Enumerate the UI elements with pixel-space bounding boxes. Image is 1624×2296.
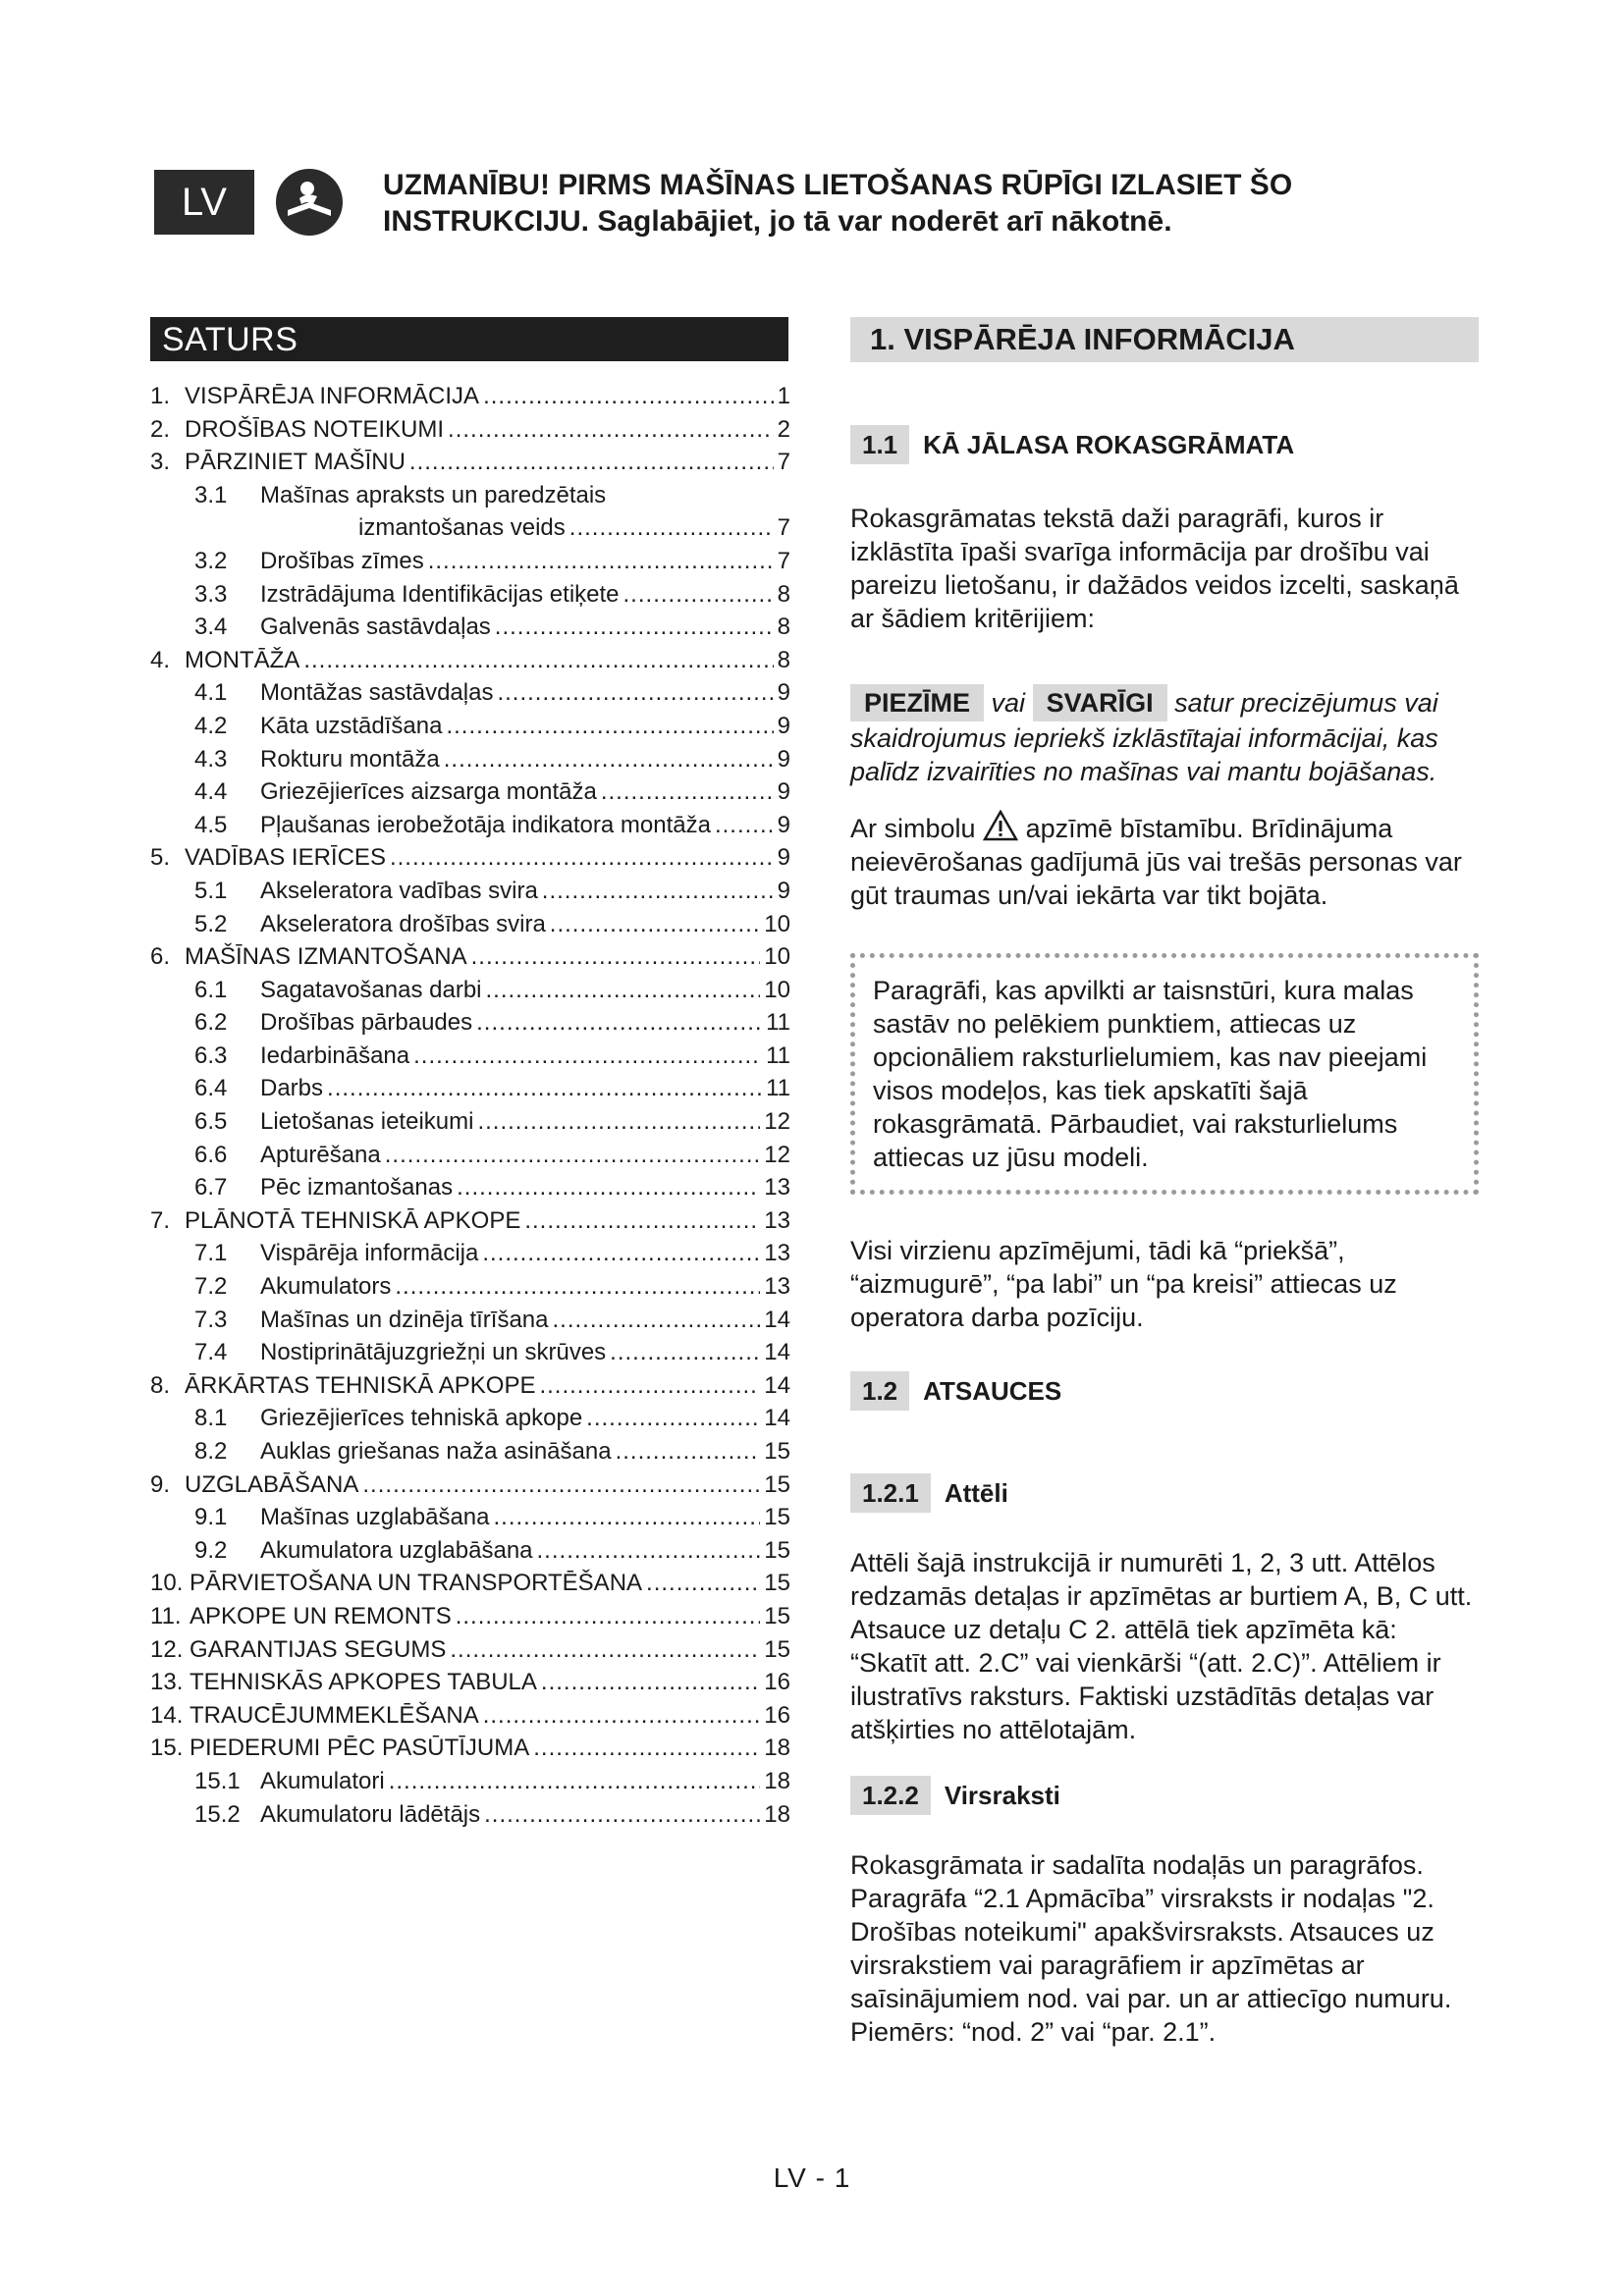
toc-leader: [486, 977, 761, 1004]
toc-page: 9: [777, 679, 790, 707]
toc-leader: [409, 449, 774, 476]
toc-entry: [150, 1108, 790, 1142]
safety-warning: [383, 167, 1365, 240]
toc-text: Auklas griešanas naža asināšana: [260, 1438, 612, 1465]
toc-text: Sagatavošanas darbi: [260, 976, 482, 1003]
toc-number: 10.: [150, 1570, 184, 1597]
toc-entry: [150, 713, 790, 746]
toc-text: Nostiprinātājuzgriežņi un skrūves: [260, 1339, 607, 1366]
toc-entry: [150, 647, 790, 680]
toc-page: 1: [777, 383, 790, 409]
toc-page: 8: [777, 614, 790, 641]
toc-leader: [537, 1537, 761, 1565]
toc-number: 5.2: [194, 910, 228, 937]
toc-text: Lietošanas ieteikumi: [260, 1108, 474, 1136]
toc-page: 10: [764, 943, 790, 971]
toc-leader: [385, 1142, 761, 1169]
toc-entry: [150, 679, 790, 713]
toc-entry: [150, 812, 790, 845]
subsection-1-1-heading: [850, 425, 1479, 464]
toc-page: 15: [764, 1536, 790, 1564]
subsection-label: KĀ JĀLASA ROKASGRĀMATA: [923, 429, 1295, 459]
toc-number: 4.1: [194, 679, 228, 707]
table-of-contents: [150, 383, 790, 1834]
toc-page: 10: [764, 976, 790, 1003]
toc-number: 5.: [150, 844, 171, 872]
toc-title: SATURS: [150, 317, 788, 361]
toc-text: Mašīnas uzglabāšana: [260, 1504, 490, 1531]
toc-number: 1.: [150, 383, 171, 409]
toc-number: 5.1: [194, 877, 228, 904]
toc-leader: [610, 1339, 760, 1366]
toc-text: VISPĀRĒJA INFORMĀCIJA: [185, 383, 480, 409]
toc-leader: [303, 647, 773, 674]
optional-features-box: [850, 953, 1479, 1195]
toc-page: 12: [764, 1108, 790, 1136]
toc-page: 11: [766, 1075, 790, 1102]
paragraph-how-to-read: Rokasgrāmatas tekstā daži paragrāfi, kuros ir izklāstīta īpaši svarīga informācija par drošību vai pareizu lietošanu, ir dažādos veidos izcelti, saskaņā ar šādiem kritērijiem:: [850, 504, 1459, 633]
toc-leader: [533, 1735, 760, 1762]
toc-text: TRAUCĒJUMMEKLĒŠANA: [189, 1701, 479, 1729]
toc-number: 3.: [150, 449, 171, 476]
toc-leader: [395, 1273, 760, 1301]
toc-text: ĀRKĀRTAS TEHNISKĀ APKOPE: [185, 1371, 536, 1399]
toc-leader: [524, 1207, 760, 1235]
toc-leader: [646, 1570, 760, 1597]
toc-number: 15.1: [194, 1767, 241, 1794]
warning-triangle-icon: [983, 810, 1018, 841]
toc-leader: [493, 1504, 760, 1531]
toc-text: MONTĀŽA: [185, 646, 300, 673]
toc-leader: [586, 1405, 760, 1432]
toc-page: 8: [777, 580, 790, 608]
toc-text: Akumulatori: [260, 1767, 385, 1794]
toc-leader: [539, 1372, 760, 1400]
toc-page: 13: [764, 1273, 790, 1301]
toc-text: Rokturu montāža: [260, 745, 440, 773]
directions-paragraph: Visi virzienu apzīmējumi, tādi kā “priekšā”, “aizmugurē”, “pa labi” un “pa kreisi” attiecas uz operatora darba pozīciju.: [850, 1236, 1397, 1332]
toc-leader: [456, 1603, 761, 1630]
toc-number: 6.3: [194, 1041, 228, 1069]
toc-leader: [542, 878, 774, 905]
toc-number: 9.2: [194, 1536, 228, 1564]
toc-text: APKOPE UN REMONTS: [189, 1602, 452, 1629]
toc-entry: [150, 1042, 790, 1076]
toc-page: 11: [766, 1009, 790, 1037]
toc-page: 14: [764, 1306, 790, 1333]
toc-page: 18: [764, 1767, 790, 1794]
toc-page: 7: [777, 547, 790, 574]
toc-entry: [150, 943, 790, 977]
toc-leader: [413, 1042, 762, 1070]
toc-leader: [389, 1768, 761, 1795]
toc-page: 9: [777, 778, 790, 806]
subsection-1-2-1-heading: [850, 1473, 1479, 1513]
toc-entry: [150, 449, 790, 482]
toc-leader: [446, 713, 773, 740]
toc-entry: [150, 1009, 790, 1042]
toc-entry: [150, 416, 790, 450]
optional-features-text: Paragrāfi, kas apvilkti ar taisnstūri, kura malas sastāv no pelēkiem punktiem, attiecas uz opcionāliem raksturlielumiem, kas nav pieejami visos modeļos, kas tiek apskatīti šajā rokasgrāmatā. Pārbaudiet, vai raksturlielums attiecas uz jūsu modeli.: [873, 976, 1428, 1172]
toc-leader: [476, 1009, 762, 1037]
toc-entry: [150, 1735, 790, 1768]
headings-paragraph: Rokasgrāmata ir sadalīta nodaļās un paragrāfos. Paragrāfa “2.1 Apmācība” virsraksts ir nodaļas "2. Drošības noteikumi" apakšvirsraksts. Atsauces uz virsrakstiem vai paragrāfiem ir apzīmētas ar saīsinājumiem nod. vai par. un ar attiecīgo numuru. Piemērs: “nod. 2” vai “par. 2.1”.: [850, 1850, 1452, 2047]
warning-line-2: INSTRUKCIJU. Saglabājiet, jo tā var noderēt arī nākotnē.: [383, 205, 1172, 238]
toc-page: 18: [764, 1735, 790, 1762]
toc-number: 6.7: [194, 1174, 228, 1201]
toc-entry: [150, 383, 790, 416]
section-title: 1. VISPĀRĒJA INFORMĀCIJA: [850, 317, 1479, 362]
toc-entry: [150, 1405, 790, 1438]
toc-number: 9.: [150, 1470, 171, 1498]
subsection-number: 1.1: [850, 425, 909, 464]
toc-number: 8.2: [194, 1438, 228, 1465]
toc-page: 14: [764, 1339, 790, 1366]
toc-entry: [150, 1307, 790, 1340]
toc-entry: [150, 1603, 790, 1636]
page-number: LV - 1: [773, 2163, 851, 2193]
or-word: vai: [991, 688, 1026, 718]
toc-leader: [541, 1669, 760, 1696]
toc-text: Akseleratora drošības svira: [260, 910, 546, 937]
note-text-1: satur: [1174, 688, 1234, 718]
toc-leader: [327, 1075, 762, 1102]
toc-number: 15.: [150, 1735, 184, 1762]
toc-text: UZGLABĀŠANA: [185, 1470, 359, 1498]
toc-entry: [150, 746, 790, 779]
toc-page: 9: [777, 811, 790, 838]
toc-entry: [150, 614, 790, 647]
toc-entry: [150, 1537, 790, 1571]
toc-page: 15: [764, 1602, 790, 1629]
danger-symbol-paragraph: [850, 810, 1479, 912]
toc-number: 6.1: [194, 976, 228, 1003]
toc-text: Galvenās sastāvdaļas: [260, 614, 491, 641]
note-paragraph: [850, 684, 1479, 788]
toc-leader: [483, 383, 774, 410]
toc-page: 9: [777, 712, 790, 739]
toc-text: Akumulators: [260, 1273, 392, 1301]
toc-number: 4.4: [194, 778, 228, 806]
toc-page: 16: [764, 1669, 790, 1696]
toc-entry: [150, 1504, 790, 1537]
subsection-number: 1.2: [850, 1371, 909, 1411]
toc-leader: [390, 844, 774, 872]
toc-text: Darbs: [260, 1075, 324, 1102]
toc-number: 7.1: [194, 1240, 228, 1267]
toc-number: 7.: [150, 1206, 171, 1234]
toc-page: 8: [777, 646, 790, 673]
toc-number: 3.3: [194, 580, 228, 608]
toc-page: 11: [766, 1041, 790, 1069]
toc-text: PĀRVIETOŠANA UN TRANSPORTĒŠANA: [189, 1570, 643, 1597]
toc-leader: [477, 1108, 760, 1136]
toc-entry: [150, 1702, 790, 1735]
toc-number: 12.: [150, 1635, 184, 1663]
subsection-number: 1.2.2: [850, 1776, 931, 1815]
toc-leader: [569, 514, 774, 542]
toc-text: Iedarbināšana: [260, 1041, 410, 1069]
toc-text: PIEDERUMI PĒC PASŪTĪJUMA: [189, 1735, 530, 1762]
toc-leader: [450, 1636, 760, 1664]
toc-leader: [482, 1240, 760, 1267]
toc-leader: [601, 778, 774, 806]
toc-text: PĀRZINIET MAŠĪNU: [185, 449, 406, 476]
toc-page: 15: [764, 1504, 790, 1531]
toc-leader: [362, 1471, 760, 1499]
toc-text: Griezējierīces aizsarga montāža: [260, 778, 597, 806]
toc-text: PLĀNOTĀ TEHNISKĀ APKOPE: [185, 1206, 521, 1234]
toc-page: 15: [764, 1635, 790, 1663]
toc-leader: [497, 679, 773, 707]
toc-leader: [553, 1307, 761, 1334]
toc-page: 14: [764, 1405, 790, 1432]
toc-text: VADĪBAS IERĪCES: [185, 844, 386, 872]
toc-entry: [150, 581, 790, 614]
toc-entry: [150, 1142, 790, 1175]
toc-leader: [471, 943, 761, 971]
toc-number: 13.: [150, 1669, 184, 1696]
toc-number: 4.2: [194, 712, 228, 739]
toc-number: 6.2: [194, 1009, 228, 1037]
toc-entry: [150, 878, 790, 911]
toc-leader: [715, 812, 774, 839]
toc-entry: [150, 977, 790, 1010]
subsection-label: Attēli: [944, 1477, 1008, 1508]
toc-leader: [444, 746, 774, 774]
toc-page: 16: [764, 1701, 790, 1729]
toc-leader: [483, 1702, 761, 1730]
language-badge: LV: [154, 170, 254, 235]
toc-number: 2.: [150, 415, 171, 443]
toc-number: 8.: [150, 1371, 171, 1399]
toc-leader: [495, 614, 774, 641]
toc-leader: [448, 416, 774, 444]
toc-number: 6.4: [194, 1075, 228, 1102]
toc-text: Pēc izmantošanas: [260, 1174, 454, 1201]
toc-leader: [484, 1801, 760, 1829]
toc-number: 6.5: [194, 1108, 228, 1136]
toc-page: 18: [764, 1800, 790, 1828]
toc-text: TEHNISKĀS APKOPES TABULA: [189, 1669, 537, 1696]
toc-number: 8.1: [194, 1405, 228, 1432]
toc-entry: [150, 1339, 790, 1372]
toc-number: 15.2: [194, 1800, 241, 1828]
toc-text: Vispārēja informācija: [260, 1240, 479, 1267]
important-tag: SVARĪGI: [1033, 684, 1167, 721]
toc-text: Apturēšana: [260, 1141, 381, 1168]
toc-entry: [150, 1801, 790, 1835]
toc-text: DROŠĪBAS NOTEIKUMI: [185, 415, 445, 443]
toc-entry: [150, 482, 790, 515]
toc-number: 14.: [150, 1701, 184, 1729]
toc-page: 15: [764, 1570, 790, 1597]
toc-text: Drošības pārbaudes: [260, 1009, 473, 1037]
toc-number: 7.2: [194, 1273, 228, 1301]
toc-text: Akumulatoru lādētājs: [260, 1800, 481, 1828]
toc-number: 7.3: [194, 1306, 228, 1333]
toc-text: Drošības zīmes: [260, 547, 424, 574]
note-text-2: precizējumus vai skaidrojumus iepriekš izklāstītajai informācijai, kas palīdz izvairīties no mašīnas vai mantu bojāšanas.: [850, 688, 1438, 786]
toc-leader: [428, 548, 774, 575]
toc-number: 3.2: [194, 547, 228, 574]
toc-entry: [150, 1174, 790, 1207]
toc-number: 4.5: [194, 811, 228, 838]
toc-number: 7.4: [194, 1339, 228, 1366]
symbol-text-post: apzīmē bīstamību. Brīdinājuma neievērošanas gadījumā jūs vai trešās personas var gūt traumas un/vai iekārta var tikt bojāta.: [850, 814, 1462, 910]
toc-number: 3.1: [194, 481, 228, 508]
subsection-1-2-2-heading: [850, 1776, 1479, 1815]
toc-page: 9: [777, 844, 790, 872]
toc-text: Akseleratora vadības svira: [260, 877, 538, 904]
toc-text: izmantošanas veids: [358, 514, 566, 542]
toc-leader: [457, 1174, 760, 1201]
toc-text: Griezējierīces tehniskā apkope: [260, 1405, 583, 1432]
toc-entry: [150, 1570, 790, 1603]
toc-leader: [550, 911, 761, 938]
toc-text: GARANTIJAS SEGUMS: [189, 1635, 447, 1663]
read-manual-icon: [274, 167, 345, 238]
toc-leader: [623, 581, 774, 609]
toc-page: 15: [764, 1438, 790, 1465]
toc-entry: [150, 778, 790, 812]
toc-entry: [150, 548, 790, 581]
toc-text: Mašīnas un dzinēja tīrīšana: [260, 1306, 549, 1333]
toc-leader: [616, 1438, 761, 1466]
note-tag: PIEZĪME: [850, 684, 984, 721]
toc-entry-continued: [150, 514, 790, 548]
subsection-label: Virsraksti: [944, 1780, 1060, 1810]
toc-entry: [150, 1273, 790, 1307]
figures-paragraph: Attēli šajā instrukcijā ir numurēti 1, 2, 3 utt. Attēlos redzamās detaļas ir apzīmētas ar burtiem A, B, C utt. Atsauce uz detaļu C 2. attēlā tiek apzīmēta kā: “Skatīt att. 2.C” vai vienkārši “(att. 2.C)”. Attēliem ir ilustratīvs raksturs. Faktiski uzstādītās detaļas var atšķirties no attēlotajām.: [850, 1548, 1473, 1744]
toc-number: 6.6: [194, 1141, 228, 1168]
toc-page: 14: [764, 1371, 790, 1399]
subsection-label: ATSAUCES: [923, 1375, 1062, 1406]
toc-text: Montāžas sastāvdaļas: [260, 679, 494, 707]
toc-page: 13: [764, 1174, 790, 1201]
toc-entry: [150, 1207, 790, 1241]
toc-number: 3.4: [194, 614, 228, 641]
warning-line-1: UZMANĪBU! PIRMS MAŠĪNAS LIETOŠANAS RŪPĪGI IZLASIET ŠO: [383, 169, 1293, 201]
toc-page: 2: [777, 415, 790, 443]
toc-entry: [150, 1768, 790, 1801]
toc-entry: [150, 1240, 790, 1273]
toc-page: 9: [777, 745, 790, 773]
toc-page: 12: [764, 1141, 790, 1168]
toc-page: 15: [764, 1470, 790, 1498]
toc-page: 13: [764, 1206, 790, 1234]
toc-page: 10: [764, 910, 790, 937]
subsection-1-2-heading: [850, 1371, 1479, 1411]
toc-page: 7: [777, 449, 790, 476]
toc-number: 6.: [150, 943, 171, 971]
toc-page: 13: [764, 1240, 790, 1267]
toc-page: 9: [777, 877, 790, 904]
toc-entry: [150, 1075, 790, 1108]
toc-text: Kāta uzstādīšana: [260, 712, 443, 739]
toc-entry: [150, 1471, 790, 1505]
toc-entry: [150, 1438, 790, 1471]
toc-entry: [150, 1372, 790, 1406]
toc-text: MAŠĪNAS IZMANTOŠANA: [185, 943, 467, 971]
toc-entry: [150, 911, 790, 944]
toc-number: 4.3: [194, 745, 228, 773]
toc-text: Pļaušanas ierobežotāja indikatora montāža: [260, 811, 711, 838]
toc-entry: [150, 844, 790, 878]
toc-text: Akumulatora uzglabāšana: [260, 1536, 533, 1564]
symbol-text-pre: Ar simbolu: [850, 814, 976, 843]
general-info-section: [850, 317, 1479, 2049]
toc-number: 9.1: [194, 1504, 228, 1531]
toc-number: 11.: [150, 1602, 182, 1629]
subsection-number: 1.2.1: [850, 1473, 931, 1513]
toc-entry: [150, 1669, 790, 1702]
toc-entry: [150, 1636, 790, 1670]
toc-page: 7: [777, 514, 790, 542]
toc-text: Izstrādājuma Identifikācijas etiķete: [260, 580, 620, 608]
toc-number: 4.: [150, 646, 171, 673]
toc-text: Mašīnas apraksts un paredzētais: [260, 481, 607, 508]
